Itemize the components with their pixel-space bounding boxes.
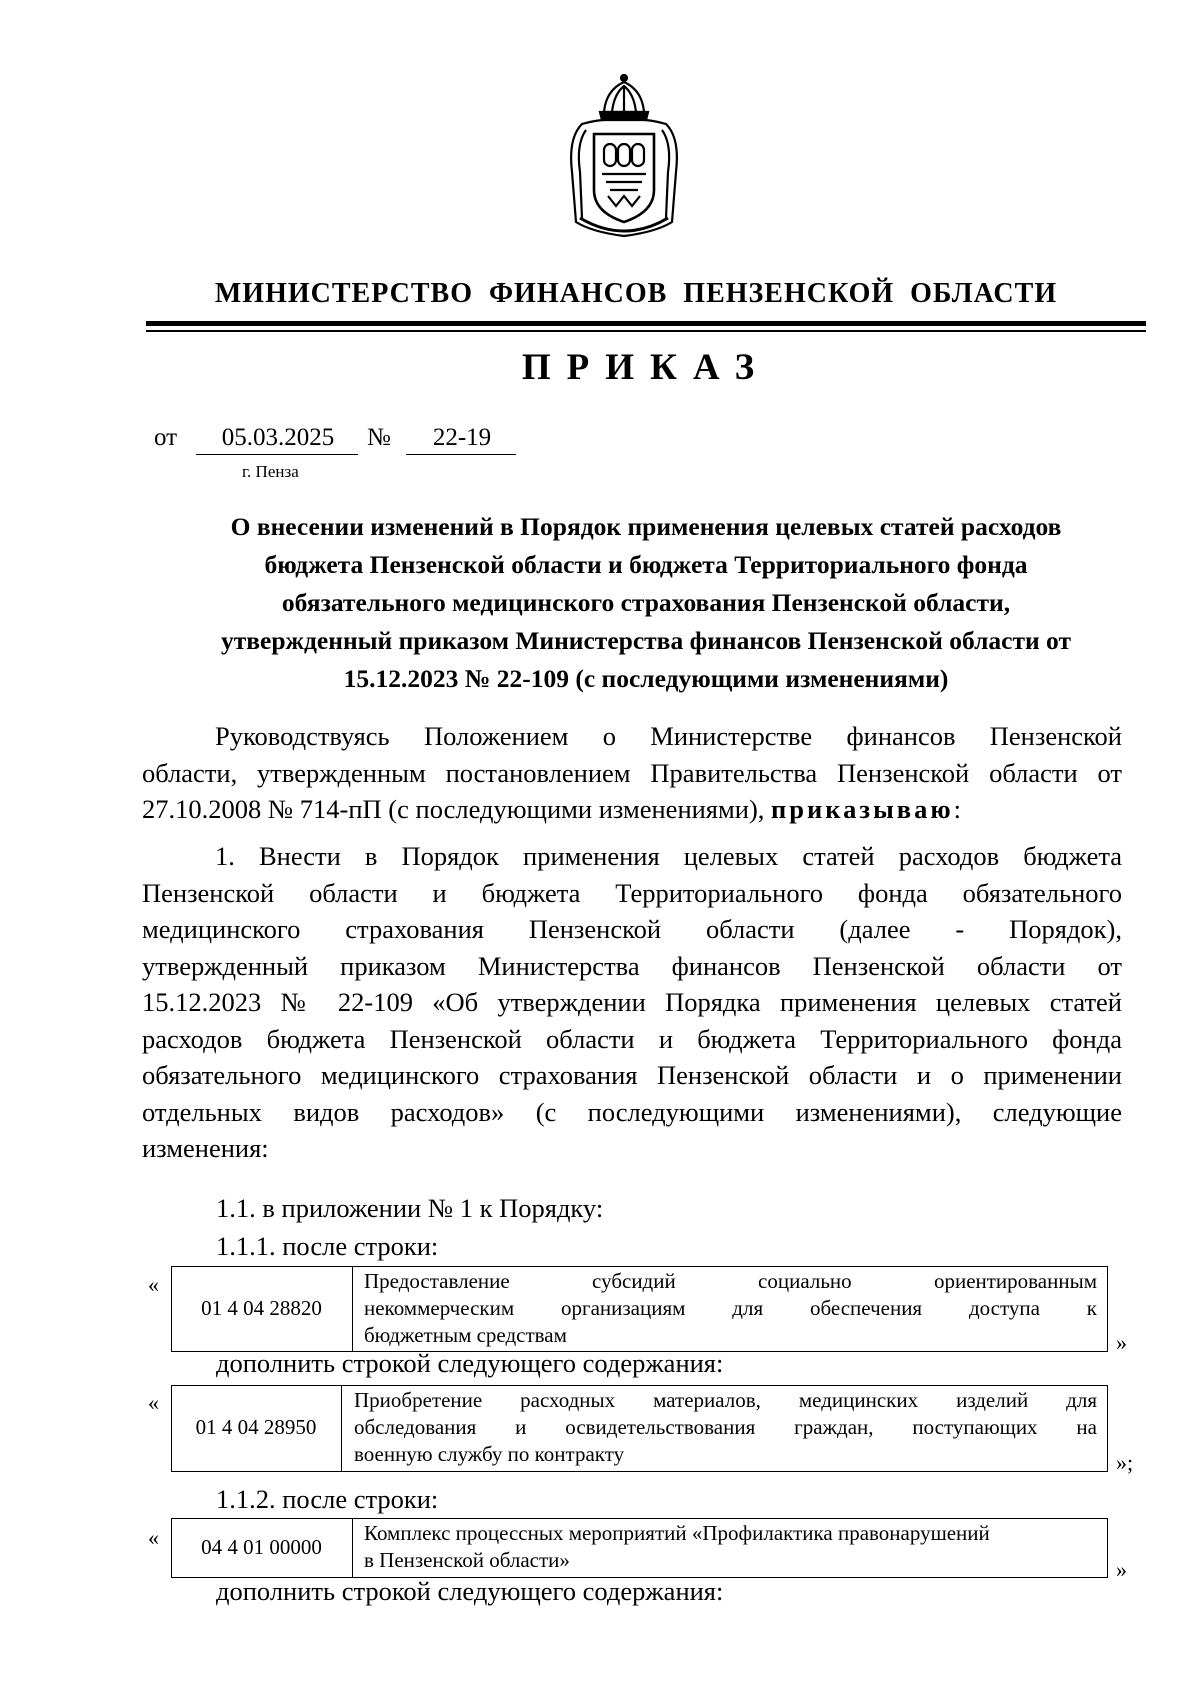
add-row-instruction: дополнить строкой следующего содержания:: [216, 1576, 724, 1606]
target-article-description: Комплекс процессных мероприятий «Профилактика правонарушений в Пензенской области»: [364, 1521, 990, 1572]
number-underline: [406, 454, 516, 455]
order-number: 22-19: [432, 424, 492, 451]
item-1-line: расходов бюджета Пензенской области и бюджета Территориального фонда: [142, 1023, 1122, 1054]
close-quote: »: [1116, 1330, 1127, 1355]
table-cell-divider: [352, 1518, 353, 1578]
document-type-title: ПРИКАЗ: [521, 347, 771, 388]
open-quote: «: [148, 1272, 159, 1297]
coat-of-arms-emblem: [562, 72, 686, 242]
city-label: г. Пенза: [242, 462, 299, 481]
subitem-1-1-2: 1.1.2. после строки:: [216, 1484, 439, 1514]
item-1-line: обязательного медицинского страхования Пензенской области и о применении: [142, 1060, 1122, 1090]
item-1-paragraph: [142, 838, 1122, 1167]
target-article-description: Предоставление субсидий социально ориентированным некоммерческим организациям для обеспечения доступа к бюджетным средствам: [364, 1269, 1097, 1347]
open-quote: «: [148, 1525, 159, 1550]
item-1-line: медицинского страхования Пензенской области (далее - Порядок),: [142, 914, 1122, 944]
table-cell-divider: [352, 1266, 353, 1352]
order-date: 05.03.2025: [221, 424, 335, 451]
open-quote: «: [148, 1390, 159, 1415]
item-1-line: изменения:: [142, 1133, 269, 1163]
target-article-code: 04 4 01 00000: [201, 1535, 322, 1559]
decree-word: приказываю: [771, 794, 954, 824]
item-1-line: 15.12.2023 № 22-109 «Об утверждении Порядка применения целевых статей: [142, 987, 1122, 1017]
subject-line: обязательного медицинского страхования Пензенской области,: [281, 588, 1011, 617]
preamble-line-text: 27.10.2008 № 714-пП (с последующими изменениями),: [142, 794, 765, 824]
target-article-description: Приобретение расходных материалов, медицинских изделий для обследования и освидетельствования граждан, поступающих на военную службу по контракту: [354, 1388, 1097, 1466]
subitem-1-1-1: 1.1.1. после строки:: [216, 1231, 439, 1261]
header-divider-thin: [146, 330, 1146, 332]
order-subject-heading: [146, 508, 1146, 698]
item-1-line: утвержденный приказом Министерства финансов Пензенской области от: [142, 950, 1122, 981]
header-divider-thick: [146, 321, 1146, 326]
ministry-name: МИНИСТЕРСТВО ФИНАНСОВ ПЕНЗЕНСКОЙ ОБЛАСТИ: [214, 278, 1058, 309]
subject-line: утвержденный приказом Министерства финансов Пензенской области от: [221, 626, 1071, 655]
subject-line: О внесении изменений в Порядок применения целевых статей расходов: [230, 512, 1062, 541]
subitem-1-1: 1.1. в приложении № 1 к Порядку:: [216, 1193, 604, 1223]
preamble-line: Руководствуясь Положением о Министерстве финансов Пензенской: [215, 721, 1122, 751]
close-quote: »: [1116, 1557, 1127, 1582]
subject-line: 15.12.2023 № 22-109 (с последующими изменениями): [343, 664, 949, 693]
item-1-line: отдельных видов расходов» (с последующими изменениями), следующие: [142, 1096, 1122, 1127]
target-article-code: 01 4 04 28820: [201, 1296, 322, 1320]
close-quote-semicolon: »;: [1116, 1450, 1134, 1475]
number-sign-label: №: [367, 424, 391, 451]
preamble-line-last: [142, 791, 1122, 828]
target-article-code: 01 4 04 28950: [195, 1415, 317, 1439]
date-underline: [196, 454, 358, 455]
date-prefix-label: от: [154, 424, 178, 451]
item-1-line: 1. Внести в Порядок применения целевых статей расходов бюджета: [215, 841, 1122, 871]
decree-colon: :: [953, 794, 961, 824]
table-cell-divider: [341, 1385, 342, 1472]
preamble-paragraph: [142, 718, 1122, 828]
subject-line: бюджета Пензенской области и бюджета Территориального фонда: [264, 550, 1028, 579]
add-row-instruction: дополнить строкой следующего содержания:: [216, 1348, 724, 1378]
item-1-line: Пензенской области и бюджета Территориального фонда обязательного: [142, 877, 1122, 908]
preamble-line: области, утвержденным постановлением Правительства Пензенской области от: [142, 757, 1122, 788]
